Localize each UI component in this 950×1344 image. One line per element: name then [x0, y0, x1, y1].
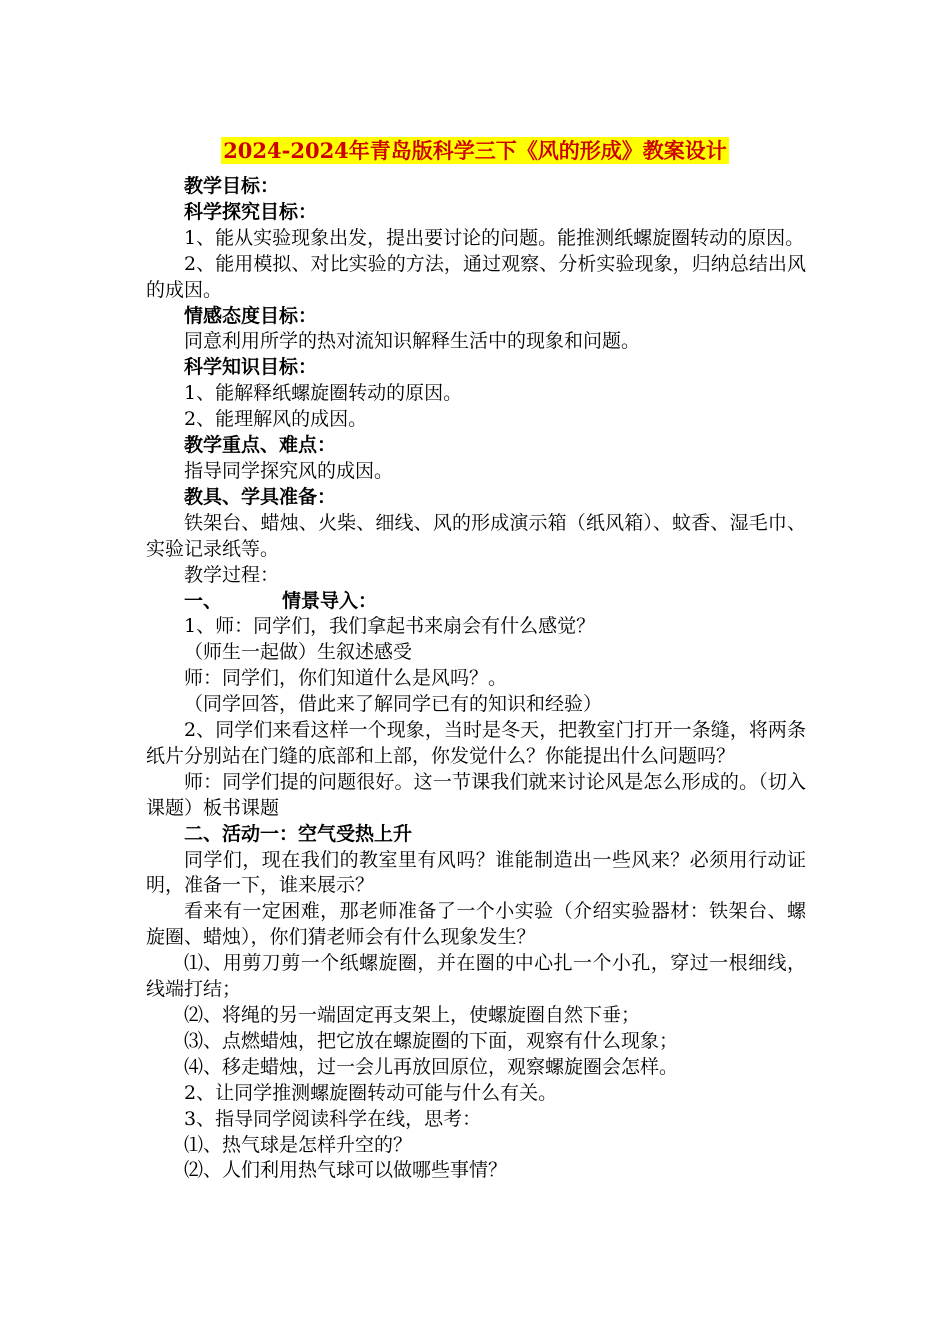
paragraph: 2、能用模拟、对比实验的方法，通过观察、分析实验现象，归纳总结出风的成因。 — [146, 252, 806, 301]
heading-attitude-goals: 情感态度目标： — [184, 304, 318, 327]
title-container — [0, 137, 950, 164]
heading-key-points: 教学重点、难点： — [184, 434, 337, 457]
document-title: 2024-2024年青岛版科学三下《风的形成》教案设计 — [223, 138, 727, 163]
paragraph: 师：同学们提的问题很好。这一节课我们就来讨论风是怎么形成的。（切入课题）板书课题 — [146, 770, 806, 819]
paragraph: ⑵、将绳的另一端固定再支架上，使螺旋圈自然下垂； — [184, 1004, 641, 1026]
heading-inquiry-goals: 科学探究目标： — [184, 200, 318, 223]
paragraph: （同学回答，借此来了解同学已有的知识和经验） — [184, 693, 603, 716]
paragraph: 指导同学探究风的成因。 — [184, 459, 394, 482]
paragraph: ⑷、移走蜡烛，过一会儿再放回原位，观察螺旋圈会怎样。 — [184, 1055, 679, 1078]
paragraph: 看来有一定困难，那老师准备了一个小实验（介绍实验器材：铁架台、螺旋圈、蜡烛），你们猜老师会有什么现象发生？ — [146, 900, 806, 949]
paragraph: 2、同学们来看这样一个现象，当时是冬天，把教室门打开一条缝，将两条纸片分别站在门缝的底部和上部，你发觉什么？你能提出什么问题吗？ — [146, 719, 806, 767]
section-title: 情景导入： — [282, 589, 378, 612]
section-number: 一、 — [184, 589, 223, 612]
paragraph: 1、师：同学们，我们拿起书来扇会有什么感觉？ — [184, 615, 596, 638]
paragraph: 同意利用所学的热对流知识解释生活中的现象和问题。 — [184, 330, 641, 353]
section-heading-intro — [146, 589, 806, 615]
paragraph: ⑴、热气球是怎样升空的？ — [184, 1133, 413, 1156]
heading-knowledge-goals: 科学知识目标： — [184, 356, 318, 379]
heading-process: 教学过程： — [184, 563, 280, 586]
heading-materials: 教具、学具准备： — [184, 485, 337, 508]
document-body — [146, 174, 806, 1184]
paragraph: ⑵、人们利用热气球可以做哪些事情？ — [184, 1159, 508, 1182]
heading-teaching-goals: 教学目标： — [184, 175, 280, 197]
paragraph: 3、指导同学阅读科学在线，思考： — [184, 1107, 482, 1130]
paragraph: 1、能从实验现象出发，提出要讨论的问题。能推测纸螺旋圈转动的原因。 — [184, 226, 805, 249]
paragraph: 2、让同学推测螺旋圈转动可能与什么有关。 — [184, 1081, 558, 1104]
paragraph: 1、能解释纸螺旋圈转动的原因。 — [184, 382, 463, 405]
paragraph: 2、能理解风的成因。 — [184, 408, 368, 431]
paragraph: （师生一起做）生叙述感受 — [184, 641, 413, 664]
paragraph: 铁架台、蜡烛、火柴、细线、风的形成演示箱（纸风箱）、蚊香、湿毛巾、实验记录纸等。 — [146, 511, 806, 560]
section-heading-activity-one: 二、活动一：空气受热上升 — [184, 822, 413, 845]
paragraph: 同学们，现在我们的教室里有风吗？谁能制造出一些风来？必须用行动证明，准备一下，谁来展示？ — [146, 848, 806, 897]
paragraph: 师：同学们，你们知道什么是风吗？。 — [184, 667, 508, 690]
paragraph: ⑴、用剪刀剪一个纸螺旋圈，并在圈的中心扎一个小孔，穿过一根细线，线端打结； — [146, 952, 806, 1001]
paragraph: ⑶、点燃蜡烛，把它放在螺旋圈的下面，观察有什么现象； — [184, 1029, 679, 1052]
